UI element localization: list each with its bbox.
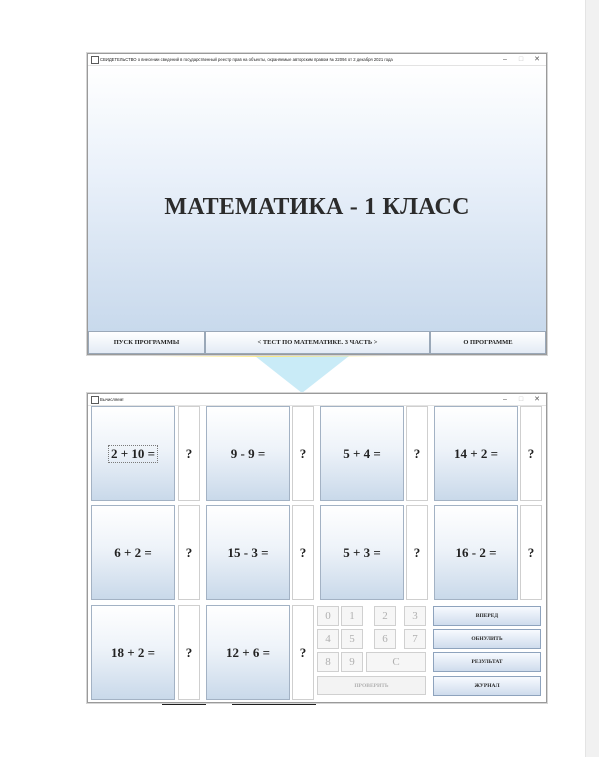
bottom-toolbar — [88, 331, 546, 354]
minimize-icon[interactable]: – — [503, 396, 507, 403]
java-app-icon — [91, 396, 99, 404]
problem-expression: 2 + 10 = — [110, 445, 156, 461]
close-icon[interactable]: ✕ — [534, 396, 540, 403]
answer-box[interactable]: ? — [292, 505, 314, 600]
problem-expression: 5 + 4 = — [343, 445, 381, 461]
window-title: Вычисляем! — [100, 397, 124, 402]
problem-tile[interactable] — [434, 505, 518, 600]
title-bar — [88, 54, 546, 66]
problem-tile[interactable] — [320, 406, 404, 501]
answer-box[interactable]: ? — [520, 406, 542, 501]
problem-expression: 16 - 2 = — [455, 544, 497, 560]
problem-tile[interactable] — [434, 406, 518, 501]
close-icon[interactable]: ✕ — [534, 56, 540, 63]
problem-expression: 14 + 2 = — [453, 445, 499, 461]
maximize-icon[interactable]: □ — [518, 396, 524, 403]
clear-key[interactable]: C — [366, 652, 426, 672]
problem-tile[interactable] — [91, 505, 175, 600]
answer-box[interactable]: ? — [292, 406, 314, 501]
test-part-button[interactable]: < ТЕСТ ПО МАТЕМАТИКЕ. 3 ЧАСТЬ > — [205, 331, 430, 354]
journal-button[interactable]: ЖУРНАЛ — [433, 676, 541, 696]
problem-expression: 12 + 6 = — [225, 644, 271, 660]
java-app-icon — [91, 56, 99, 64]
digit-key-3[interactable]: 3 — [404, 606, 426, 626]
digit-key-1[interactable]: 1 — [341, 606, 363, 626]
page-edge — [585, 0, 599, 757]
title-bar — [88, 394, 546, 406]
answer-box[interactable]: ? — [406, 406, 428, 501]
maximize-icon[interactable]: □ — [518, 56, 524, 63]
digit-key-9[interactable]: 9 — [341, 652, 363, 672]
result-button[interactable]: РЕЗУЛЬТАТ — [433, 652, 541, 672]
problem-expression: 18 + 2 = — [110, 644, 156, 660]
answer-box[interactable]: ? — [178, 605, 200, 700]
problem-expression: 6 + 2 = — [114, 544, 152, 560]
problem-tile[interactable] — [91, 605, 175, 700]
problem-tile[interactable] — [206, 505, 290, 600]
answer-box[interactable]: ? — [406, 505, 428, 600]
check-button[interactable]: ПРОВЕРИТЬ — [317, 676, 426, 695]
window-title: СВИДЕТЕЛЬСТВО о внесении сведений в государственный реестр прав на объекты, охраняемые авторским правом № 22094 от 2 декабря 2021 года — [100, 57, 393, 62]
digit-key-4[interactable]: 4 — [317, 629, 339, 649]
about-program-button[interactable]: О ПРОГРАММЕ — [430, 331, 546, 354]
reset-button[interactable]: ОБНУЛИТЬ — [433, 629, 541, 649]
title-panel — [88, 66, 546, 331]
main-window — [87, 53, 547, 355]
start-program-button[interactable]: ПУСК ПРОГРАММЫ — [88, 331, 205, 354]
digit-key-7[interactable]: 7 — [404, 629, 426, 649]
problem-tile[interactable] — [91, 406, 175, 501]
digit-key-2[interactable]: 2 — [374, 606, 396, 626]
exercise-window — [87, 393, 547, 703]
digit-key-0[interactable]: 0 — [317, 606, 339, 626]
problem-tile[interactable] — [206, 605, 290, 700]
answer-box[interactable]: ? — [178, 406, 200, 501]
answer-box[interactable]: ? — [292, 605, 314, 700]
problem-expression: 9 - 9 = — [230, 445, 266, 461]
problem-expression: 15 - 3 = — [227, 544, 269, 560]
problem-expression: 5 + 3 = — [343, 544, 381, 560]
problem-tile[interactable] — [320, 505, 404, 600]
answer-box[interactable]: ? — [520, 505, 542, 600]
digit-key-6[interactable]: 6 — [374, 629, 396, 649]
digit-key-5[interactable]: 5 — [341, 629, 363, 649]
forward-button[interactable]: ВПЕРЕД — [433, 606, 541, 626]
minimize-icon[interactable]: – — [503, 56, 507, 63]
problem-tile[interactable] — [206, 406, 290, 501]
digit-key-8[interactable]: 8 — [317, 652, 339, 672]
main-heading: МАТЕМАТИКА - 1 КЛАСС — [164, 194, 470, 220]
answer-box[interactable]: ? — [178, 505, 200, 600]
